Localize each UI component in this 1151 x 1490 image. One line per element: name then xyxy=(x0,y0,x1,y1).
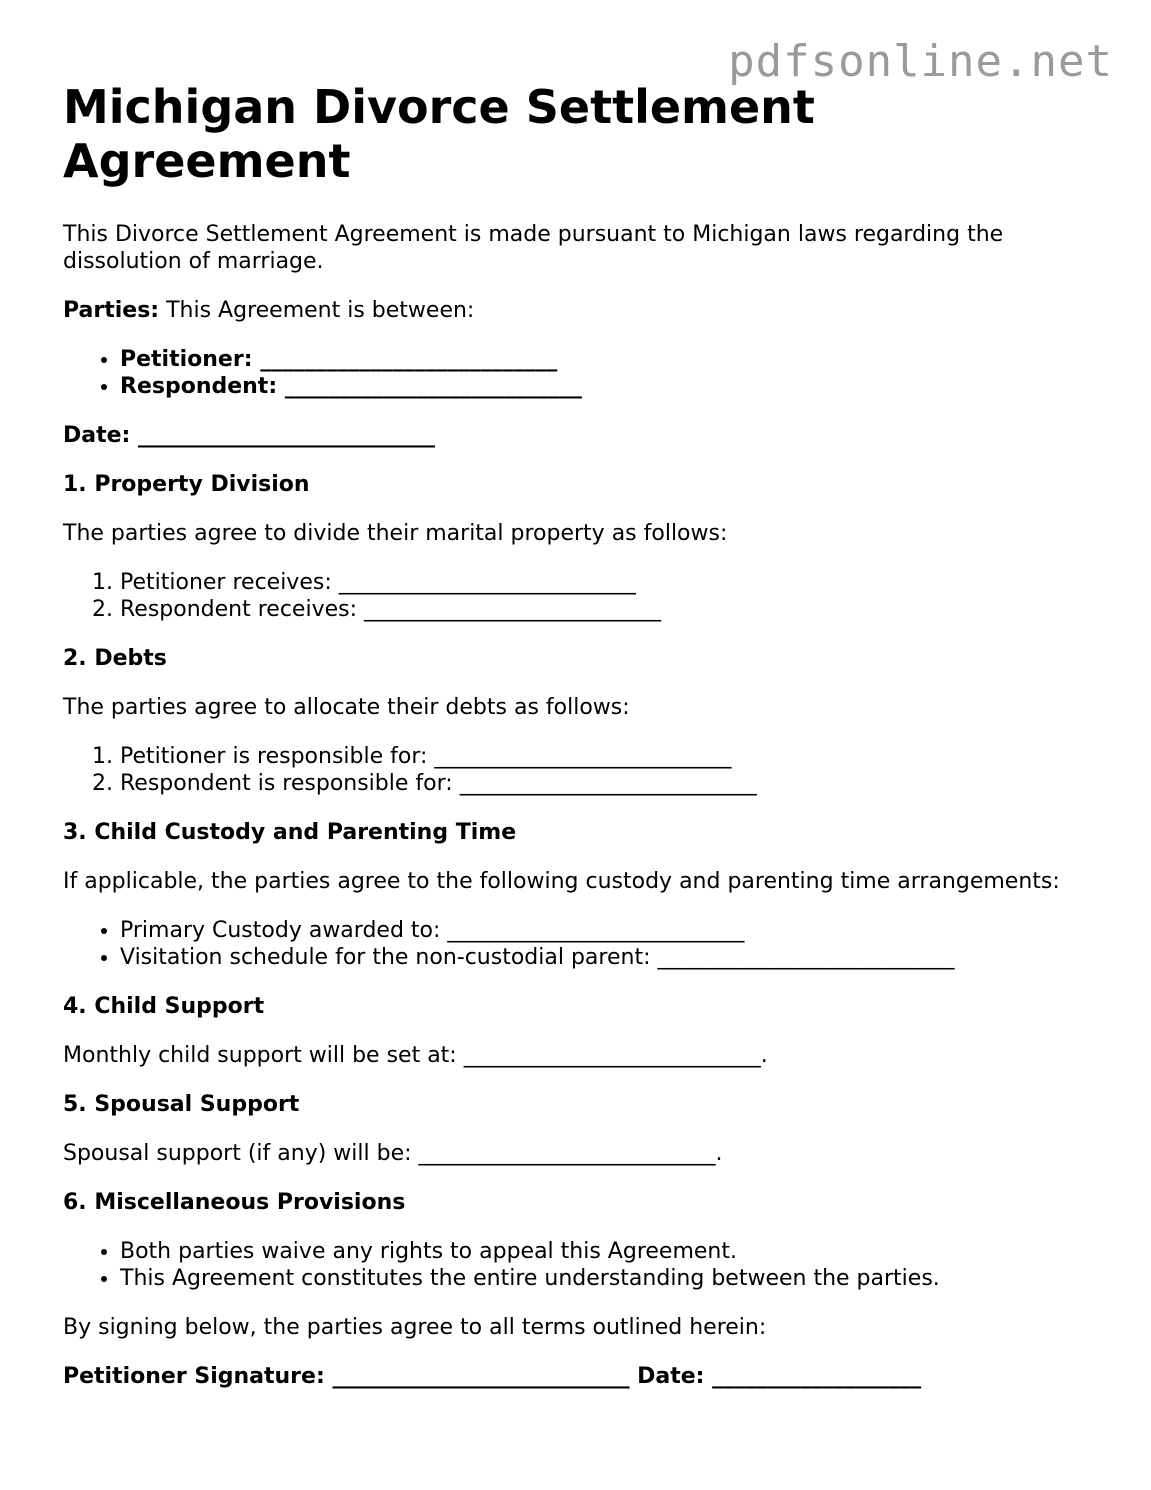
period: . xyxy=(760,1043,768,1068)
visitation-blank[interactable]: ___________________________ xyxy=(657,945,955,970)
section-text-debts: The parties agree to allocate their debts as follows: xyxy=(63,695,630,720)
item-label: Petitioner receives: xyxy=(120,570,332,595)
section-text-child-support xyxy=(63,1042,1123,1069)
respondent-blank[interactable]: ___________________________ xyxy=(284,374,582,399)
petitioner-signature-blank[interactable]: ___________________________ xyxy=(332,1364,630,1389)
list-item xyxy=(120,596,1123,623)
item-label: Visitation schedule for the non-custodial parent: xyxy=(120,945,651,970)
debts-list xyxy=(63,743,1123,797)
respondent-label: Respondent: xyxy=(120,374,278,399)
list-item xyxy=(120,346,1123,373)
list-item: • Both parties waive any rights to appeal this Agreement. xyxy=(120,1238,1123,1265)
list-item xyxy=(120,373,1123,400)
property-list xyxy=(63,569,1123,623)
item-label: Monthly child support will be set at: xyxy=(63,1043,457,1068)
respondent-receives-blank[interactable]: ___________________________ xyxy=(364,597,661,622)
respondent-debts-blank[interactable]: ___________________________ xyxy=(459,771,757,796)
parties-list xyxy=(63,346,1123,400)
item-label: Respondent receives: xyxy=(120,597,357,622)
list-item xyxy=(120,917,1123,944)
section-heading-misc: 6. Miscellaneous Provisions xyxy=(63,1190,406,1215)
petitioner-blank[interactable]: ___________________________ xyxy=(260,347,558,372)
intro-paragraph: This Divorce Settlement Agreement is made pursuant to Michigan laws regarding the dissolution of marriage. xyxy=(63,222,1004,274)
date-label: Date: xyxy=(63,423,131,448)
section-heading-spousal-support: 5. Spousal Support xyxy=(63,1092,300,1117)
section-text-spousal-support xyxy=(63,1140,1123,1167)
spousal-support-blank[interactable]: ___________________________ xyxy=(418,1141,716,1166)
section-text-custody: If applicable, the parties agree to the following custody and parenting time arrangements: xyxy=(63,869,1060,894)
section-heading-property: 1. Property Division xyxy=(63,472,310,497)
custody-list xyxy=(63,917,1123,971)
section-heading-child-support: 4. Child Support xyxy=(63,994,265,1019)
section-heading-custody: 3. Child Custody and Parenting Time xyxy=(63,820,517,845)
date-blank[interactable]: ___________________________ xyxy=(138,423,436,448)
date-line xyxy=(63,422,1123,449)
petitioner-receives-blank[interactable]: ___________________________ xyxy=(338,570,636,595)
signature-line xyxy=(63,1363,1123,1390)
list-item xyxy=(120,770,1123,797)
list-item xyxy=(120,743,1123,770)
watermark: pdfsonline.net xyxy=(728,36,1113,87)
list-item xyxy=(120,944,1123,971)
page-title: Michigan Divorce Settlement Agreement xyxy=(63,80,815,188)
item-label: Primary Custody awarded to: xyxy=(120,918,441,943)
petitioner-label: Petitioner: xyxy=(120,347,253,372)
list-item xyxy=(120,569,1123,596)
child-support-blank[interactable]: ___________________________ xyxy=(463,1043,761,1068)
parties-text: This Agreement is between: xyxy=(159,298,475,323)
petitioner-debts-blank[interactable]: ___________________________ xyxy=(434,744,732,769)
item-label: Spousal support (if any) will be: xyxy=(63,1141,412,1166)
parties-line xyxy=(63,297,1123,324)
signature-date-blank[interactable]: ___________________ xyxy=(712,1364,922,1389)
signature-date-label: Date: xyxy=(637,1364,705,1389)
misc-list xyxy=(63,1238,1123,1292)
custody-blank[interactable]: ___________________________ xyxy=(447,918,745,943)
parties-label: Parties: xyxy=(63,298,160,323)
list-item: • This Agreement constitutes the entire understanding between the parties. xyxy=(120,1265,1123,1292)
item-label: Respondent is responsible for: xyxy=(120,771,453,796)
document-page xyxy=(63,80,1123,1390)
period: . xyxy=(715,1141,723,1166)
section-heading-debts: 2. Debts xyxy=(63,646,167,671)
item-label: Petitioner is responsible for: xyxy=(120,744,428,769)
section-text-property: The parties agree to divide their marital property as follows: xyxy=(63,521,728,546)
petitioner-signature-label: Petitioner Signature: xyxy=(63,1364,325,1389)
closing-paragraph: By signing below, the parties agree to all terms outlined herein: xyxy=(63,1315,767,1340)
